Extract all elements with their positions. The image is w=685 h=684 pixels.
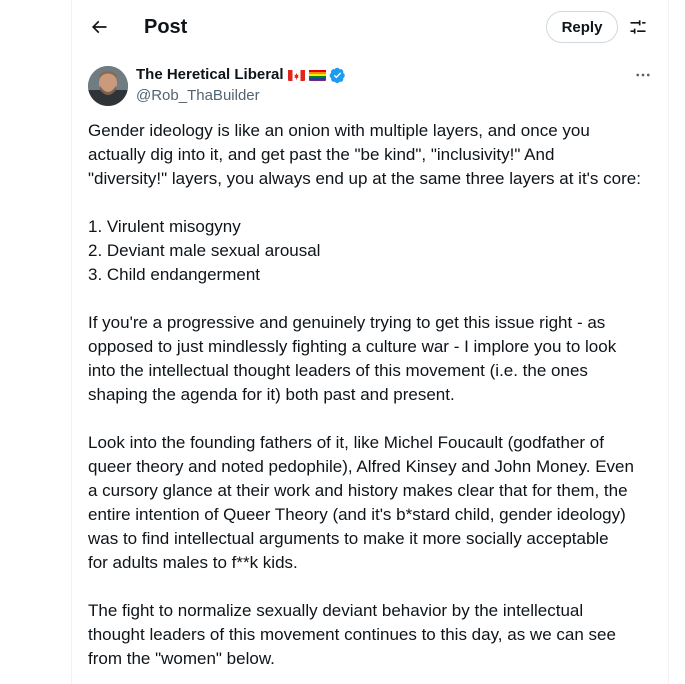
tweet-line: If you're a progressive and genuinely trying to get this issue right - as [88, 313, 606, 332]
tweet-line: 1. Virulent misogyny [88, 217, 241, 236]
reply-button[interactable]: Reply [546, 11, 618, 43]
tweet-line: The fight to normalize sexually deviant behavior by the intellectual [88, 601, 584, 620]
tweet-text [88, 119, 658, 671]
tweet-line [88, 287, 658, 311]
tweet-line: shaping the agenda for it) both past and present. [88, 385, 455, 404]
tweet-line [88, 191, 658, 215]
user-handle[interactable]: @Rob_ThaBuilder [136, 87, 260, 104]
tweet-line [88, 575, 658, 599]
tweet-line: queer theory and noted pedophile), Alfred Kinsey and John Money. Even [88, 457, 634, 476]
tweet-line: "diversity!" layers, you always end up at the same three layers at it's core: [88, 169, 641, 188]
more-options-button[interactable] [628, 64, 658, 86]
post-settings-button[interactable] [624, 13, 652, 41]
tweet-line: for adults males to f**k kids. [88, 553, 298, 572]
tweet-line: Look into the founding fathers of it, like Michel Foucault (godfather of [88, 433, 604, 452]
avatar[interactable] [88, 66, 128, 106]
tweet-line: actually dig into it, and get past the "be kind", "inclusivity!" And [88, 145, 555, 164]
back-button[interactable] [82, 10, 116, 44]
tweet-line [88, 407, 658, 431]
tweet-line: into the intellectual thought leaders of this movement (i.e. the ones [88, 361, 588, 380]
sliders-icon [628, 17, 648, 37]
post-column [71, 0, 669, 684]
display-name-row [136, 65, 346, 85]
tweet-line: 3. Child endangerment [88, 265, 261, 284]
verified-badge-icon[interactable] [329, 67, 346, 84]
tweet-line: 2. Deviant male sexual arousal [88, 241, 321, 260]
canada-flag-icon [288, 69, 305, 81]
back-arrow-icon [89, 17, 109, 37]
page-title: Post [144, 16, 188, 38]
rainbow-flag-icon [309, 69, 326, 81]
tweet-line: thought leaders of this movement continues to this day, as we can see [88, 625, 616, 644]
profile-photo-icon [88, 66, 128, 106]
tweet-line: a cursory glance at their work and history makes clear that for them, the [88, 481, 628, 500]
post-header [72, 0, 670, 54]
tweet-line: Gender ideology is like an onion with multiple layers, and once you [88, 121, 590, 140]
tweet-line: entire intention of Queer Theory (and it's b*stard child, gender ideology) [88, 505, 626, 524]
tweet-line: was to find intellectual arguments to make it more socially acceptable [88, 529, 609, 548]
tweet-line: opposed to just mindlessly fighting a culture war - I implore you to look [88, 337, 617, 356]
display-name[interactable]: The Heretical Liberal [136, 66, 284, 83]
author-info [136, 65, 346, 106]
tweet-line: from the "women" below. [88, 649, 275, 668]
more-horizontal-icon [634, 66, 652, 84]
